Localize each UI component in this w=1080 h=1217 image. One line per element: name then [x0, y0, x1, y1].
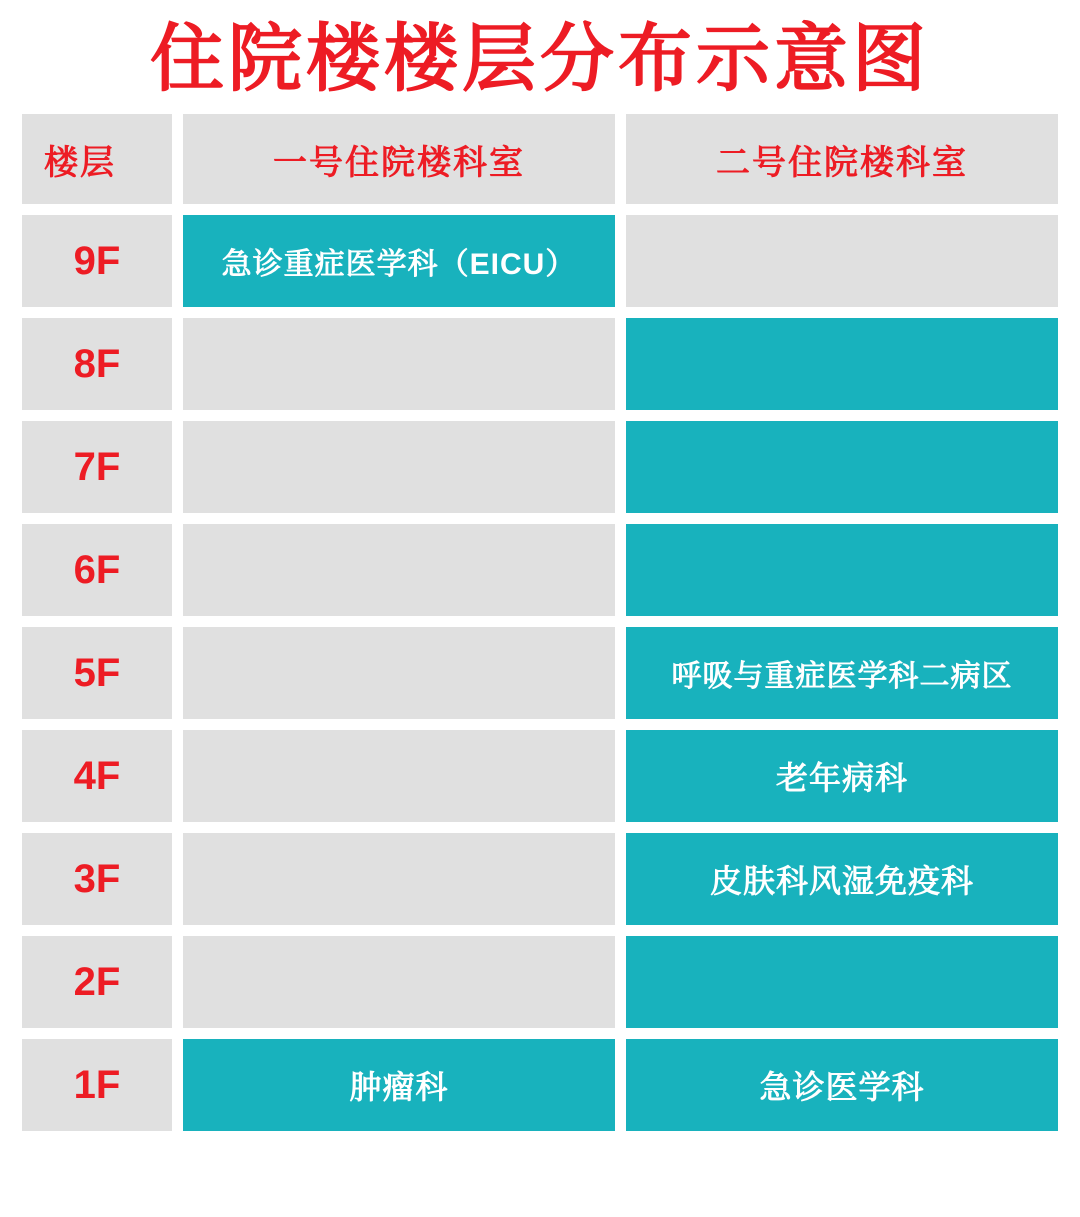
building-1-department-cell: [183, 318, 615, 410]
header-floor: 楼层: [22, 114, 172, 204]
table-header-row: [22, 114, 1058, 204]
building-1-department-cell: [183, 936, 615, 1028]
department-label: 肿瘤科: [349, 1069, 449, 1105]
building-2-department-cell: [626, 215, 1058, 307]
floor-label: 7F: [22, 421, 172, 513]
department-label: 呼吸与重症医学科二病区: [671, 660, 1013, 693]
building-1-department-cell: [183, 1039, 615, 1131]
department-label: 急诊重症医学科（EICU）: [221, 248, 577, 281]
department-label: 急诊医学科: [759, 1069, 925, 1105]
building-1-department-cell: [183, 833, 615, 925]
building-2-department-cell: [626, 421, 1058, 513]
department-label: 皮肤科风湿免疫科: [709, 863, 974, 899]
floor-label: 8F: [22, 318, 172, 410]
building-2-department-cell: [626, 524, 1058, 616]
table-row: [22, 1039, 1058, 1131]
floor-label: 4F: [22, 730, 172, 822]
floor-label: 3F: [22, 833, 172, 925]
table-row: [22, 524, 1058, 616]
building-2-department-cell: [626, 1039, 1058, 1131]
floor-label: 6F: [22, 524, 172, 616]
building-1-department-cell: [183, 730, 615, 822]
table-row: [22, 627, 1058, 719]
table-row: [22, 215, 1058, 307]
header-building-1: 一号住院楼科室: [183, 114, 615, 204]
building-1-department-cell: [183, 524, 615, 616]
table-row: [22, 421, 1058, 513]
building-2-department-cell: [626, 730, 1058, 822]
floor-label: 5F: [22, 627, 172, 719]
table-body: [22, 215, 1058, 1142]
building-2-department-cell: [626, 318, 1058, 410]
floor-table: [22, 114, 1058, 1142]
building-1-department-cell: [183, 421, 615, 513]
header-building-2: 二号住院楼科室: [626, 114, 1058, 204]
floor-label: 1F: [22, 1039, 172, 1131]
building-2-department-cell: [626, 936, 1058, 1028]
building-1-department-cell: [183, 215, 615, 307]
floor-label: 9F: [22, 215, 172, 307]
building-1-department-cell: [183, 627, 615, 719]
page-title: 住院楼楼层分布示意图: [150, 17, 930, 100]
building-2-department-cell: [626, 833, 1058, 925]
table-row: [22, 730, 1058, 822]
table-row: [22, 318, 1058, 410]
table-row: [22, 833, 1058, 925]
table-row: [22, 936, 1058, 1028]
building-2-department-cell: [626, 627, 1058, 719]
department-label: 老年病科: [775, 760, 908, 796]
floor-label: 2F: [22, 936, 172, 1028]
